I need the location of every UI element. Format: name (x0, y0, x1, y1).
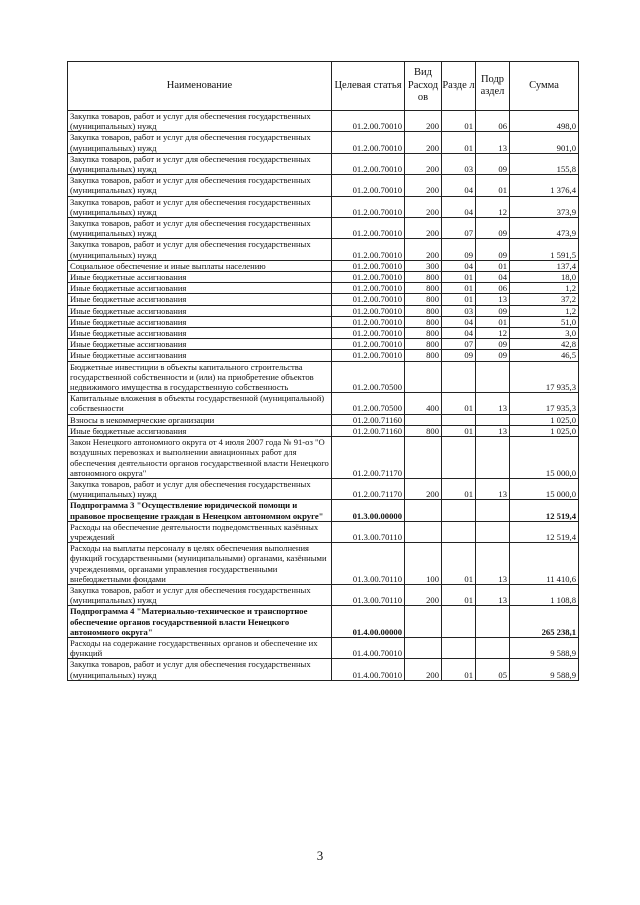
cell-sum: 1 025,0 (510, 425, 579, 436)
cell-subsection: 13 (476, 393, 510, 414)
cell-expense-type: 800 (405, 294, 442, 305)
table-row (68, 294, 579, 305)
cell-sum: 1,2 (510, 283, 579, 294)
cell-name: Иные бюджетные ассигнования (68, 283, 332, 294)
cell-sum: 9 588,9 (510, 637, 579, 658)
cell-subsection: 13 (476, 132, 510, 153)
cell-target-article: 01.2.00.70010 (332, 239, 405, 260)
header-subsection: Подр аздел (476, 62, 510, 111)
cell-name: Расходы на обеспечение деятельности подведомственных казённых учреждений (68, 521, 332, 542)
cell-subsection: 12 (476, 328, 510, 339)
cell-expense-type: 800 (405, 316, 442, 327)
cell-subsection: 01 (476, 260, 510, 271)
cell-name: Закупка товаров, работ и услуг для обеспечения государственных (муниципальных) нужд (68, 175, 332, 196)
cell-expense-type: 200 (405, 659, 442, 680)
cell-target-article: 01.2.00.71160 (332, 425, 405, 436)
cell-name: Социальное обеспечение и иные выплаты населению (68, 260, 332, 271)
cell-section (442, 521, 476, 542)
cell-name: Расходы на выплаты персоналу в целях обеспечения выполнения функций государственными (муниципальными) органами, казёнными учреждениями, органами управления государственными внебюджетными фондами (68, 543, 332, 585)
header-section: Разде л (442, 62, 476, 111)
cell-subsection: 06 (476, 111, 510, 132)
cell-subsection: 09 (476, 339, 510, 350)
cell-section: 03 (442, 153, 476, 174)
cell-section: 03 (442, 305, 476, 316)
cell-name: Иные бюджетные ассигнования (68, 350, 332, 361)
table-row (68, 500, 579, 521)
table-row (68, 328, 579, 339)
cell-name: Иные бюджетные ассигнования (68, 328, 332, 339)
cell-section (442, 361, 476, 393)
cell-sum: 155,8 (510, 153, 579, 174)
cell-expense-type: 200 (405, 111, 442, 132)
cell-subsection (476, 361, 510, 393)
cell-sum: 17 935,3 (510, 393, 579, 414)
cell-target-article: 01.3.00.70110 (332, 543, 405, 585)
cell-sum: 15 000,0 (510, 437, 579, 479)
cell-expense-type: 200 (405, 175, 442, 196)
cell-name: Расходы на содержание государственных органов и обеспечение их функций (68, 637, 332, 658)
table-row (68, 239, 579, 260)
cell-target-article: 01.2.00.70010 (332, 196, 405, 217)
cell-section: 01 (442, 584, 476, 605)
cell-sum: 46,5 (510, 350, 579, 361)
cell-target-article: 01.2.00.70010 (332, 153, 405, 174)
table-row (68, 111, 579, 132)
cell-sum: 12 519,4 (510, 500, 579, 521)
cell-target-article: 01.2.00.70010 (332, 272, 405, 283)
cell-subsection: 05 (476, 659, 510, 680)
cell-target-article: 01.2.00.70010 (332, 328, 405, 339)
cell-target-article: 01.4.00.70010 (332, 637, 405, 658)
cell-target-article: 01.4.00.70010 (332, 659, 405, 680)
cell-expense-type (405, 500, 442, 521)
cell-sum: 37,2 (510, 294, 579, 305)
cell-expense-type: 200 (405, 584, 442, 605)
cell-section: 01 (442, 393, 476, 414)
cell-expense-type: 300 (405, 260, 442, 271)
cell-target-article: 01.2.00.71170 (332, 437, 405, 479)
cell-sum: 137,4 (510, 260, 579, 271)
cell-sum: 12 519,4 (510, 521, 579, 542)
cell-name: Капитальные вложения в объекты государственной (муниципальной) собственности (68, 393, 332, 414)
cell-subsection: 13 (476, 478, 510, 499)
cell-name: Закупка товаров, работ и услуг для обеспечения государственных (муниципальных) нужд (68, 659, 332, 680)
cell-section: 04 (442, 175, 476, 196)
cell-expense-type: 100 (405, 543, 442, 585)
cell-sum: 265 238,1 (510, 606, 579, 638)
cell-name: Подпрограмма 3 "Осуществление юридической помощи и правовое просвещение граждан в Ненецком автономном округе" (68, 500, 332, 521)
header-expense-type: Вид Расход ов (405, 62, 442, 111)
table-row (68, 543, 579, 585)
cell-expense-type (405, 361, 442, 393)
table-row (68, 260, 579, 271)
table-row (68, 283, 579, 294)
cell-subsection: 12 (476, 196, 510, 217)
cell-expense-type: 800 (405, 350, 442, 361)
cell-subsection: 09 (476, 153, 510, 174)
cell-target-article: 01.2.00.70010 (332, 350, 405, 361)
table-row (68, 637, 579, 658)
cell-subsection: 06 (476, 283, 510, 294)
cell-name: Взносы в некоммерческие организации (68, 414, 332, 425)
cell-target-article: 01.2.00.70010 (332, 175, 405, 196)
cell-sum: 901,0 (510, 132, 579, 153)
cell-section: 01 (442, 543, 476, 585)
cell-section: 01 (442, 478, 476, 499)
cell-subsection (476, 500, 510, 521)
cell-name: Иные бюджетные ассигнования (68, 294, 332, 305)
cell-subsection (476, 521, 510, 542)
cell-target-article: 01.2.00.71170 (332, 478, 405, 499)
table-row (68, 393, 579, 414)
cell-section: 09 (442, 239, 476, 260)
cell-expense-type (405, 437, 442, 479)
cell-name: Иные бюджетные ассигнования (68, 316, 332, 327)
table-body (68, 111, 579, 681)
table-row (68, 339, 579, 350)
cell-expense-type: 800 (405, 425, 442, 436)
table-row (68, 606, 579, 638)
cell-subsection (476, 414, 510, 425)
cell-name: Бюджетные инвестиции в объекты капитального строительства государственной собственности и (или) на приобретение объектов недвижимого имущества в государственную собственность (68, 361, 332, 393)
cell-section: 01 (442, 283, 476, 294)
cell-section: 01 (442, 111, 476, 132)
cell-section (442, 437, 476, 479)
cell-subsection: 13 (476, 584, 510, 605)
cell-expense-type: 800 (405, 305, 442, 316)
cell-subsection: 09 (476, 239, 510, 260)
cell-expense-type (405, 637, 442, 658)
cell-name: Закупка товаров, работ и услуг для обеспечения государственных (муниципальных) нужд (68, 111, 332, 132)
table-row (68, 153, 579, 174)
table-row (68, 305, 579, 316)
cell-expense-type (405, 606, 442, 638)
cell-name: Закупка товаров, работ и услуг для обеспечения государственных (муниципальных) нужд (68, 196, 332, 217)
cell-expense-type: 400 (405, 393, 442, 414)
cell-subsection (476, 637, 510, 658)
table-row (68, 414, 579, 425)
table-row (68, 425, 579, 436)
cell-section (442, 637, 476, 658)
table-row (68, 272, 579, 283)
header-target-article: Целевая статья (332, 62, 405, 111)
cell-expense-type: 800 (405, 328, 442, 339)
cell-sum: 51,0 (510, 316, 579, 327)
cell-expense-type: 200 (405, 153, 442, 174)
cell-name: Подпрограмма 4 "Материально-техническое и транспортное обеспечение органов государственной власти Ненецкого автономного округа" (68, 606, 332, 638)
cell-section: 01 (442, 132, 476, 153)
cell-section (442, 500, 476, 521)
budget-table-sheet (67, 61, 578, 681)
cell-expense-type: 200 (405, 132, 442, 153)
cell-expense-type: 800 (405, 283, 442, 294)
cell-sum: 42,8 (510, 339, 579, 350)
cell-sum: 473,9 (510, 218, 579, 239)
cell-target-article: 01.2.00.70500 (332, 361, 405, 393)
cell-sum: 1,2 (510, 305, 579, 316)
budget-table (67, 61, 579, 681)
cell-subsection: 09 (476, 350, 510, 361)
cell-target-article: 01.2.00.70010 (332, 294, 405, 305)
cell-sum: 498,0 (510, 111, 579, 132)
cell-target-article: 01.2.00.70010 (332, 316, 405, 327)
cell-target-article: 01.2.00.70010 (332, 339, 405, 350)
cell-sum: 17 935,3 (510, 361, 579, 393)
table-row (68, 659, 579, 680)
cell-name: Иные бюджетные ассигнования (68, 425, 332, 436)
table-row (68, 584, 579, 605)
table-row (68, 361, 579, 393)
cell-section (442, 606, 476, 638)
cell-expense-type: 200 (405, 239, 442, 260)
cell-section: 04 (442, 316, 476, 327)
cell-target-article: 01.2.00.71160 (332, 414, 405, 425)
header-name: Наименование (68, 62, 332, 111)
cell-sum: 3,0 (510, 328, 579, 339)
cell-expense-type (405, 521, 442, 542)
table-row (68, 132, 579, 153)
table-row (68, 175, 579, 196)
cell-name: Закупка товаров, работ и услуг для обеспечения государственных (муниципальных) нужд (68, 239, 332, 260)
cell-expense-type: 800 (405, 339, 442, 350)
cell-section: 01 (442, 425, 476, 436)
cell-subsection: 13 (476, 543, 510, 585)
cell-subsection: 13 (476, 294, 510, 305)
cell-section: 04 (442, 328, 476, 339)
cell-expense-type (405, 414, 442, 425)
cell-subsection (476, 437, 510, 479)
cell-sum: 1 025,0 (510, 414, 579, 425)
cell-section: 04 (442, 196, 476, 217)
table-row (68, 316, 579, 327)
cell-target-article: 01.3.00.00000 (332, 500, 405, 521)
cell-target-article: 01.2.00.70500 (332, 393, 405, 414)
cell-name: Иные бюджетные ассигнования (68, 272, 332, 283)
cell-sum: 1 591,5 (510, 239, 579, 260)
cell-target-article: 01.2.00.70010 (332, 260, 405, 271)
cell-subsection: 01 (476, 175, 510, 196)
cell-target-article: 01.2.00.70010 (332, 218, 405, 239)
cell-expense-type: 200 (405, 196, 442, 217)
header-sum: Сумма (510, 62, 579, 111)
cell-subsection: 13 (476, 425, 510, 436)
cell-section: 07 (442, 339, 476, 350)
cell-section: 01 (442, 272, 476, 283)
cell-sum: 9 588,9 (510, 659, 579, 680)
cell-target-article: 01.2.00.70010 (332, 305, 405, 316)
cell-section: 04 (442, 260, 476, 271)
cell-target-article: 01.3.00.70110 (332, 584, 405, 605)
cell-subsection: 09 (476, 218, 510, 239)
cell-subsection: 04 (476, 272, 510, 283)
table-row (68, 521, 579, 542)
table-row (68, 218, 579, 239)
cell-expense-type: 200 (405, 218, 442, 239)
page-number: 3 (316, 848, 324, 863)
cell-name: Иные бюджетные ассигнования (68, 339, 332, 350)
cell-section: 01 (442, 659, 476, 680)
table-row (68, 350, 579, 361)
cell-target-article: 01.2.00.70010 (332, 132, 405, 153)
cell-name: Иные бюджетные ассигнования (68, 305, 332, 316)
cell-subsection (476, 606, 510, 638)
cell-sum: 1 376,4 (510, 175, 579, 196)
cell-sum: 15 000,0 (510, 478, 579, 499)
cell-section (442, 414, 476, 425)
cell-sum: 1 108,8 (510, 584, 579, 605)
cell-section: 09 (442, 350, 476, 361)
table-header-row (68, 62, 579, 111)
cell-name: Закупка товаров, работ и услуг для обеспечения государственных (муниципальных) нужд (68, 478, 332, 499)
cell-name: Закон Ненецкого автономного округа от 4 июля 2007 года № 91-оз "О воздушных перевозках и выполнении авиационных работ для обеспечения деятельности органов государственной власти Ненецкого автономного округа" (68, 437, 332, 479)
cell-name: Закупка товаров, работ и услуг для обеспечения государственных (муниципальных) нужд (68, 584, 332, 605)
cell-name: Закупка товаров, работ и услуг для обеспечения государственных (муниципальных) нужд (68, 132, 332, 153)
cell-name: Закупка товаров, работ и услуг для обеспечения государственных (муниципальных) нужд (68, 153, 332, 174)
cell-sum: 11 410,6 (510, 543, 579, 585)
cell-expense-type: 800 (405, 272, 442, 283)
cell-target-article: 01.2.00.70010 (332, 111, 405, 132)
table-row (68, 437, 579, 479)
cell-subsection: 01 (476, 316, 510, 327)
cell-target-article: 01.3.00.70110 (332, 521, 405, 542)
cell-section: 01 (442, 294, 476, 305)
table-row (68, 196, 579, 217)
cell-sum: 373,9 (510, 196, 579, 217)
cell-expense-type: 200 (405, 478, 442, 499)
cell-target-article: 01.4.00.00000 (332, 606, 405, 638)
cell-sum: 18,0 (510, 272, 579, 283)
cell-target-article: 01.2.00.70010 (332, 283, 405, 294)
cell-section: 07 (442, 218, 476, 239)
cell-subsection: 09 (476, 305, 510, 316)
cell-name: Закупка товаров, работ и услуг для обеспечения государственных (муниципальных) нужд (68, 218, 332, 239)
table-row (68, 478, 579, 499)
